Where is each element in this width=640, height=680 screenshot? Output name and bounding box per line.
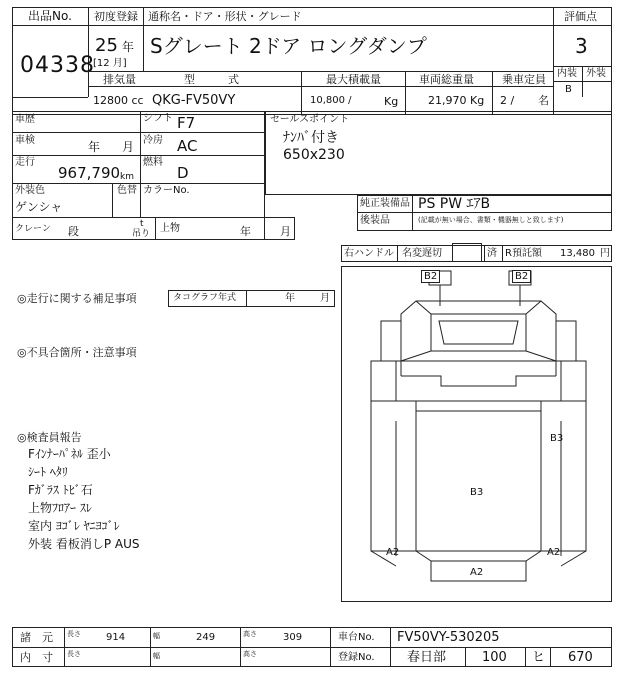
sales-point-line-1: ﾅﾝﾊﾞ付き [283,130,339,146]
inspector-line: Fｲﾝﾅｰﾊﾟﾈﾙ 歪小 [28,447,111,461]
upper-box [155,217,295,240]
genuine-label: 純正装備品 [360,198,410,209]
mileage-unit: km [120,172,134,182]
divider [140,111,141,217]
shift-value: F7 [177,114,196,132]
divider [64,627,65,667]
inspector-line: Fｶﾞﾗｽ ﾄﾋﾞ石 [28,483,93,497]
inspector-report-label: ◎検査員報告 [17,431,82,444]
driving-notes-label: ◎走行に関する補足事項 [17,292,137,305]
grade-text: Sグレート 2ドア ロングダンプ [150,34,427,58]
displacement-label: 排気量 [103,73,136,86]
divider [150,627,151,667]
width-value: 249 [196,632,216,643]
ac-label: 冷房 [143,135,163,146]
divider [88,86,553,87]
color-change-label: 色替 [117,185,137,196]
capacity-unit: 名 [538,94,549,107]
tachograph-year: 年 [285,293,295,304]
interior-grade: B [565,84,572,95]
inspector-line: ｼｰﾄ ﾍﾀﾘ [28,465,68,479]
interior-label: 内装 [557,68,577,79]
height-value: 309 [283,632,303,643]
divider [12,647,612,648]
lot-label: 出品No. [28,9,72,23]
color-no-label: カラーNo. [143,185,190,196]
dims-label: 諸 元 [20,631,53,644]
displacement-value: 12800 cc [93,94,144,107]
divider [405,71,406,115]
damage-mark: B3 [550,433,564,444]
model-label: 型 式 [184,73,239,86]
divider [465,647,466,667]
score-value: 3 [575,34,588,58]
name-change-box [452,243,482,262]
ext-color-label: 外装色 [15,185,45,196]
lot-number: 04338 [20,53,95,78]
first-reg-label: 初度登録 [94,10,138,23]
damage-mark: A2 [386,547,400,558]
divider [397,245,398,262]
max-load-value: 10,800 / [310,95,352,106]
divider [550,647,551,667]
tachograph-month: 月 [320,293,330,304]
divider [502,245,503,262]
score-label: 評価点 [564,10,597,23]
yen-label: 円 [600,248,610,259]
model-value: QKG-FV50VY [152,93,236,108]
divider [484,245,485,262]
divider [12,25,88,26]
chassis-label: 車台No. [338,632,375,643]
divider [88,7,89,97]
name-change-label: 名変遅切 [402,248,442,259]
damage-mark: B2 [421,270,440,283]
rhd-label: 右ハンドル [344,248,394,259]
upper-year: 年 [240,225,251,238]
sales-point-line-2: 650x230 [283,147,345,163]
gross-weight-label: 車両総重量 [419,73,474,86]
divider [88,25,553,26]
divider [12,97,88,98]
divider [357,212,612,213]
damage-mark: B2 [512,270,531,283]
divider [112,183,113,217]
divider [12,183,265,184]
divider [240,627,241,667]
defect-notes-label: ◎不具合箇所・注意事項 [17,346,137,359]
divider [143,7,144,71]
shift-label: シフト [143,113,173,124]
inspector-line: 上物ﾌﾛｱｰ ｽﾚ [28,501,92,515]
r-fee-value: 13,480 [560,248,595,259]
divider [12,155,265,156]
width-label: 幅 [153,632,160,640]
reg-area: 春日部 [407,650,447,665]
damage-mark: B3 [470,487,484,498]
crane-t: t [140,219,144,229]
mileage-value: 967,790 [58,164,121,182]
damage-mark: A2 [470,567,484,578]
height-label: 高さ [243,650,257,658]
divider [553,25,612,26]
divider [246,290,247,307]
capacity-label: 乗車定員 [502,73,546,86]
reg-kana: ヒ [532,650,546,665]
aftermarket-label: 後装品 [360,215,390,226]
divider [330,627,331,667]
height-label: 高さ [243,630,257,638]
divider [525,647,526,667]
sales-point-label: セールスポイント [270,114,350,125]
divider [412,195,413,231]
divider [582,66,583,97]
upper-label: 上物 [160,223,180,234]
length-value: 914 [106,632,126,643]
upper-month: 月 [280,225,291,238]
recycle-done-label: 済 [487,248,497,259]
fuel-label: 燃料 [143,157,163,168]
divider [88,71,553,72]
damage-mark: A2 [547,547,561,558]
exterior-label: 外装 [586,68,606,79]
inspector-line: 室内 ﾖｺﾞﾚ ﾔﾆﾖｺﾞﾚ [28,519,120,533]
inspection-label: 車検 [15,135,35,146]
fuel-value: D [177,164,189,182]
tachograph-label: タコグラフ年式 [173,293,237,303]
width-label: 幅 [153,652,160,660]
chassis-value: FV50VY-530205 [397,630,500,645]
inspection-month: 月 [122,140,135,154]
reg-number: 670 [568,650,593,665]
r-fee-label: R預託額 [505,248,542,259]
divider [390,627,391,667]
year-unit: 年 [122,40,135,54]
capacity-value: 2 / [500,94,515,107]
grade-label: 通称名・ドア・形状・グレード [148,10,302,23]
mileage-label: 走行 [15,157,35,168]
inspector-line: 外装 看板消しP AUS [28,537,140,551]
inspection-year: 年 [88,140,101,154]
length-label: 長さ [67,630,81,638]
divider [12,132,265,133]
max-load-label: 最大積載量 [326,73,381,86]
ext-color-value: ゲンシャ [15,200,63,214]
reg-label: 登録No. [338,652,375,663]
crane-dan: 段 [68,225,79,238]
max-load-unit: Kg [384,95,399,108]
length-label: 長さ [67,650,81,658]
aftermarket-note: (記載が無い場合、書類・機器無しと致します) [418,216,564,224]
divider [553,7,554,115]
interior-dims-label: 内 寸 [20,651,53,664]
first-reg-year: 25 [95,35,118,56]
crane-label: クレーン [15,224,51,234]
first-reg-month: [12 月] [93,58,127,69]
truck-outline-diagram [341,266,612,602]
genuine-value: PS PW ｴｱB [418,196,491,212]
crane-tsuri: 吊り [132,229,151,239]
divider [301,71,302,115]
gross-weight-value: 21,970 Kg [428,94,485,107]
divider [492,71,493,115]
ac-value: AC [177,137,198,155]
reg-class: 100 [482,650,507,665]
history-label: 車歴 [15,114,35,125]
